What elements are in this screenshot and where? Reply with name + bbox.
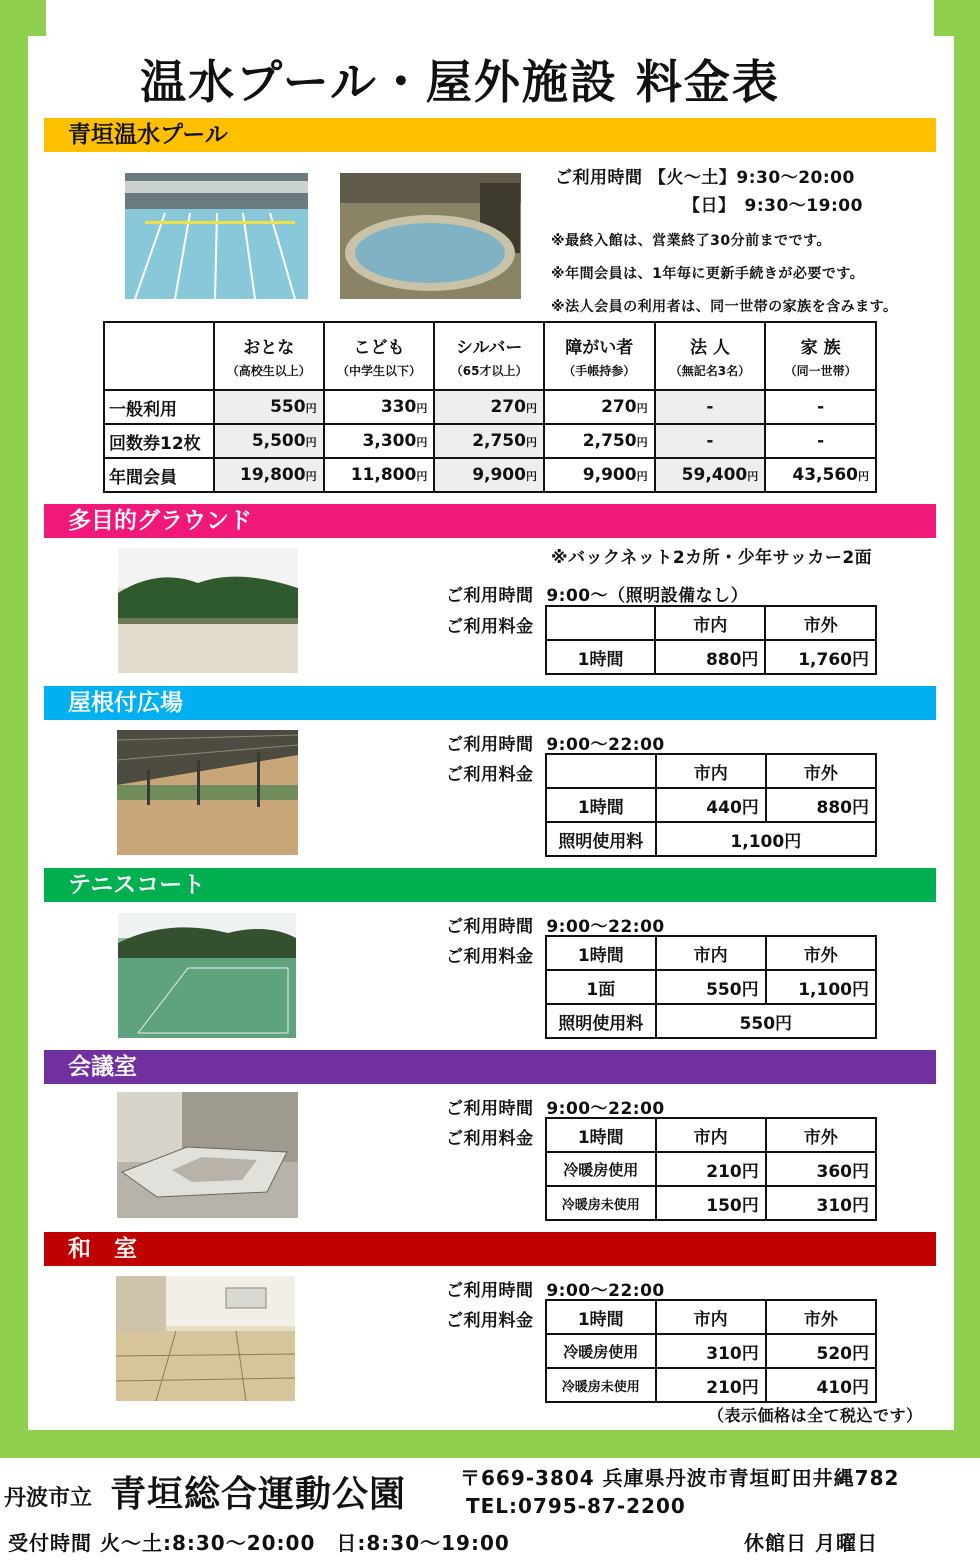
washitsu-fee-label: ご利用料金 xyxy=(446,1311,534,1331)
section-band-washitsu xyxy=(44,1232,936,1266)
plaza-fee-label: ご利用料金 xyxy=(446,765,534,785)
pool-hours-weekday: 【火～土】9:30～20:00 xyxy=(648,168,855,188)
section-title-meeting: 会議室 xyxy=(68,1054,137,1080)
table-cell xyxy=(546,754,656,788)
footer-tel: TEL:0795-87-2200 xyxy=(466,1494,686,1518)
table-cell: 市内 xyxy=(656,1118,766,1152)
table-cell: 市外 xyxy=(766,936,876,970)
table-cell: 1時間 xyxy=(546,640,655,674)
table-cell: 市内 xyxy=(655,606,765,640)
meeting-fee-label: ご利用料金 xyxy=(446,1129,534,1149)
pool-cell: 19,800円 xyxy=(214,458,324,492)
plaza-table-row xyxy=(546,788,876,822)
pool-cell: 2,750円 xyxy=(544,424,655,458)
pool-photo-warm xyxy=(340,173,521,299)
pool-photo-lanes xyxy=(125,173,308,299)
table-cell: 310円 xyxy=(766,1186,876,1220)
pool-hours-sunday: 【日】 9:30～19:00 xyxy=(683,196,863,216)
pool-cell: 11,800円 xyxy=(324,458,435,492)
pool-cell: 550円 xyxy=(214,390,324,424)
plaza-table-header xyxy=(546,754,876,788)
washitsu-table-row xyxy=(546,1334,876,1368)
section-title-plaza: 屋根付広場 xyxy=(68,690,183,716)
section-band-ground xyxy=(44,504,936,538)
tennis-fee-label: ご利用料金 xyxy=(446,947,534,967)
ground-table-row xyxy=(546,640,876,674)
washitsu-fee-table xyxy=(545,1299,877,1403)
pool-cell: 330円 xyxy=(324,390,435,424)
table-cell: 360円 xyxy=(766,1152,876,1186)
pool-cell: 43,560円 xyxy=(765,458,876,492)
table-cell: 1時間 xyxy=(546,1300,656,1334)
footer-closed: 休館日 月曜日 xyxy=(744,1531,878,1555)
table-cell: 市外 xyxy=(766,1300,876,1334)
pool-cell: 5,500円 xyxy=(214,424,324,458)
pool-col-family: 家 族 （同一世帯） xyxy=(765,322,876,390)
pool-col-silver: シルバー （65才以上） xyxy=(434,322,544,390)
table-cell: 880円 xyxy=(655,640,765,674)
table-cell: 冷暖房未使用 xyxy=(546,1368,656,1402)
tennis-fee-table xyxy=(545,935,877,1039)
table-cell: 1時間 xyxy=(546,1118,656,1152)
table-cell: 市内 xyxy=(656,754,766,788)
washitsu-table-header xyxy=(546,1300,876,1334)
table-cell: 1時間 xyxy=(546,788,656,822)
pool-cell: 3,300円 xyxy=(324,424,435,458)
table-cell: 市内 xyxy=(656,1300,766,1334)
tennis-table-row xyxy=(546,970,876,1004)
section-title-washitsu: 和 室 xyxy=(68,1236,137,1262)
table-cell: 市外 xyxy=(765,606,876,640)
footer-address: 〒669-3804 兵庫県丹波市青垣町田井縄782 xyxy=(460,1466,900,1490)
tennis-table-header xyxy=(546,936,876,970)
table-cell: 210円 xyxy=(656,1368,766,1402)
section-band-plaza xyxy=(44,686,936,720)
page-title: 温水プール・屋外施設 料金表 xyxy=(140,55,780,109)
ground-hours: 9:00～（照明設備なし） xyxy=(546,586,749,606)
pool-cell: - xyxy=(655,390,766,424)
pool-note-1: ※最終入館は、営業終了30分前までです。 xyxy=(551,233,831,249)
table-cell: 市内 xyxy=(656,936,766,970)
footer-org-prefix: 丹波市立 xyxy=(4,1486,93,1511)
ground-table-header xyxy=(546,606,876,640)
meeting-table-row xyxy=(546,1152,876,1186)
pool-hours-label: ご利用時間 xyxy=(555,168,643,188)
plaza-hours: 9:00～22:00 xyxy=(546,735,665,755)
pool-note-3: ※法人会員の利用者は、同一世帯の家族を含みます。 xyxy=(551,299,898,315)
pool-cell: - xyxy=(765,390,876,424)
pool-cell: 270円 xyxy=(544,390,655,424)
ground-fee-table xyxy=(545,605,877,675)
ground-note: ※バックネット2カ所・少年サッカー2面 xyxy=(551,548,873,568)
meeting-table-row xyxy=(546,1186,876,1220)
table-cell: 冷暖房使用 xyxy=(546,1152,656,1186)
table-cell: 市外 xyxy=(766,1118,876,1152)
pool-row-general xyxy=(104,390,876,424)
table-cell: 冷暖房未使用 xyxy=(546,1186,656,1220)
meeting-fee-table xyxy=(545,1117,877,1221)
pool-note-2: ※年間会員は、1年毎に更新手続きが必要です。 xyxy=(551,266,865,282)
plaza-photo xyxy=(117,730,298,855)
table-cell: 410円 xyxy=(766,1368,876,1402)
section-band-pool xyxy=(44,118,936,152)
washitsu-hours-label: ご利用時間 xyxy=(446,1281,534,1301)
meeting-photo xyxy=(117,1092,298,1218)
pool-row-label: 一般利用 xyxy=(104,390,214,424)
pool-cell: 2,750円 xyxy=(434,424,544,458)
pool-row-annual xyxy=(104,458,876,492)
table-cell: 520円 xyxy=(766,1334,876,1368)
table-cell xyxy=(546,606,655,640)
pool-cell: 270円 xyxy=(434,390,544,424)
tennis-hours: 9:00～22:00 xyxy=(546,917,665,937)
pool-col-adult: おとな （高校生以上） xyxy=(214,322,324,390)
meeting-hours: 9:00～22:00 xyxy=(546,1099,665,1119)
pool-cell: - xyxy=(765,424,876,458)
ground-photo xyxy=(118,548,298,673)
frame-left xyxy=(0,0,28,1432)
pool-row-label: 年間会員 xyxy=(104,458,214,492)
table-cell: 150円 xyxy=(656,1186,766,1220)
washitsu-photo xyxy=(116,1276,295,1401)
table-cell: 1,100円 xyxy=(656,822,876,856)
meeting-table-header xyxy=(546,1118,876,1152)
pool-row-label: 回数券12枚 xyxy=(104,424,214,458)
tennis-photo xyxy=(118,913,296,1038)
pool-cell: 9,900円 xyxy=(434,458,544,492)
pool-col-disabled: 障がい者 （手帳持参） xyxy=(544,322,655,390)
section-band-tennis xyxy=(44,868,936,902)
footer-reception: 受付時間 火～土:8:30～20:00 日:8:30～19:00 xyxy=(8,1531,510,1555)
table-cell: 市外 xyxy=(766,754,876,788)
top-tab xyxy=(46,0,934,36)
plaza-table-light-row xyxy=(546,822,876,856)
table-cell: 550円 xyxy=(656,1004,876,1038)
table-cell: 210円 xyxy=(656,1152,766,1186)
ground-fee-label: ご利用料金 xyxy=(446,617,534,637)
pool-fee-table xyxy=(103,321,877,493)
frame-bottom xyxy=(0,1430,980,1458)
section-title-tennis: テニスコート xyxy=(68,872,206,898)
tax-note: （表示価格は全て税込です） xyxy=(708,1406,923,1425)
section-band-meeting xyxy=(44,1050,936,1084)
footer-org-name: 青垣総合運動公園 xyxy=(110,1474,407,1515)
table-cell: 冷暖房使用 xyxy=(546,1334,656,1368)
table-cell: 照明使用料 xyxy=(546,1004,656,1038)
pool-row-coupon xyxy=(104,424,876,458)
pool-table-header-row xyxy=(104,322,876,390)
washitsu-hours: 9:00～22:00 xyxy=(546,1281,665,1301)
table-cell: 1,760円 xyxy=(765,640,876,674)
washitsu-table-row xyxy=(546,1368,876,1402)
pool-col-corporate: 法 人 （無記名3名） xyxy=(655,322,766,390)
section-title-pool: 青垣温水プール xyxy=(68,122,228,148)
table-cell: 550円 xyxy=(656,970,766,1004)
table-cell: 1,100円 xyxy=(766,970,876,1004)
pool-table-corner xyxy=(104,322,214,390)
plaza-fee-table xyxy=(545,753,877,857)
table-cell: 310円 xyxy=(656,1334,766,1368)
table-cell: 照明使用料 xyxy=(546,822,656,856)
section-title-ground: 多目的グラウンド xyxy=(68,508,252,534)
ground-hours-label: ご利用時間 xyxy=(446,586,534,606)
table-cell: 880円 xyxy=(766,788,876,822)
tennis-hours-label: ご利用時間 xyxy=(446,917,534,937)
pool-col-child: こども （中学生以下） xyxy=(324,322,435,390)
pool-cell: - xyxy=(655,424,766,458)
table-cell: 1時間 xyxy=(546,936,656,970)
table-cell: 440円 xyxy=(656,788,766,822)
frame-right xyxy=(954,0,980,1432)
pool-cell: 9,900円 xyxy=(544,458,655,492)
pool-cell: 59,400円 xyxy=(655,458,766,492)
tennis-table-light-row xyxy=(546,1004,876,1038)
table-cell: 1面 xyxy=(546,970,656,1004)
meeting-hours-label: ご利用時間 xyxy=(446,1099,534,1119)
plaza-hours-label: ご利用時間 xyxy=(446,735,534,755)
